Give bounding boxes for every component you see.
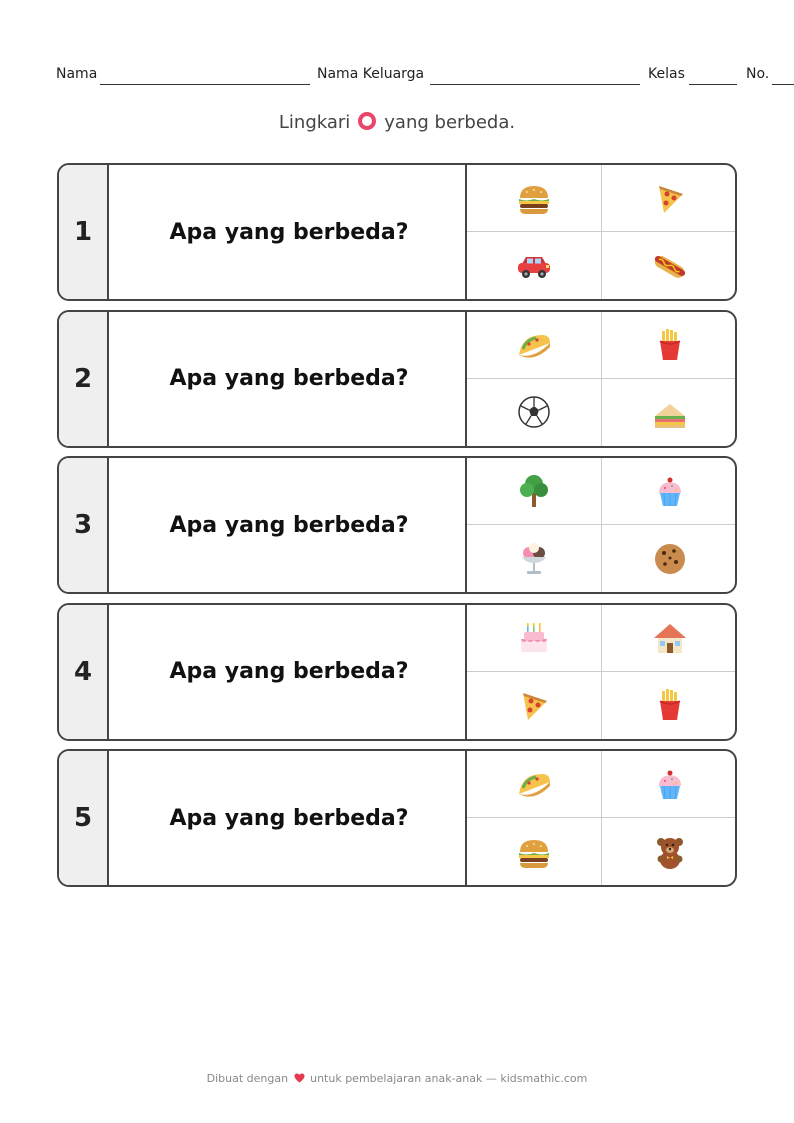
question-number: 4 xyxy=(59,605,109,739)
question-number: 2 xyxy=(59,312,109,446)
answer-option[interactable] xyxy=(467,312,602,379)
answer-grid xyxy=(465,458,735,592)
answer-option[interactable] xyxy=(467,751,602,818)
burger-icon xyxy=(514,178,554,218)
instruction-text-after: yang berbeda. xyxy=(384,112,516,133)
cookie-icon xyxy=(650,539,690,579)
sandwich-icon xyxy=(650,392,690,432)
teddy-bear-icon xyxy=(650,832,690,872)
soccer-ball-icon xyxy=(514,392,554,432)
answer-option[interactable] xyxy=(602,458,737,525)
cupcake-icon xyxy=(650,764,690,804)
house-icon xyxy=(650,618,690,658)
circle-icon xyxy=(358,112,376,130)
question-text: Apa yang berbeda? xyxy=(169,512,409,538)
answer-option[interactable] xyxy=(602,165,737,232)
answer-option[interactable] xyxy=(602,818,737,885)
answer-option[interactable] xyxy=(602,525,737,592)
answer-option[interactable] xyxy=(602,751,737,818)
answer-option[interactable] xyxy=(467,458,602,525)
pizza-icon xyxy=(514,685,554,725)
footer-text-after: untuk pembelajaran anak-anak — kidsmathic.com xyxy=(310,1072,588,1085)
question-card xyxy=(57,163,737,301)
answer-grid xyxy=(465,605,735,739)
question-text: Apa yang berbeda? xyxy=(169,805,409,831)
question-card xyxy=(57,749,737,887)
car-icon xyxy=(514,246,554,286)
number-label: No. xyxy=(746,66,770,82)
family-name-field-line[interactable] xyxy=(430,84,640,85)
question-number: 3 xyxy=(59,458,109,592)
ice-cream-icon xyxy=(514,539,554,579)
answer-option[interactable] xyxy=(467,232,602,299)
answer-option[interactable] xyxy=(467,605,602,672)
pizza-icon xyxy=(650,178,690,218)
answer-option[interactable] xyxy=(602,232,737,299)
answer-option[interactable] xyxy=(602,672,737,739)
cake-icon xyxy=(514,618,554,658)
question-text: Apa yang berbeda? xyxy=(169,659,409,684)
family-name-label: Nama Keluarga xyxy=(317,66,425,82)
question-card xyxy=(57,456,737,594)
fries-icon xyxy=(650,685,690,725)
footer xyxy=(0,1072,794,1085)
answer-option[interactable] xyxy=(467,379,602,446)
answer-option[interactable] xyxy=(467,672,602,739)
answer-option[interactable] xyxy=(467,165,602,232)
question-number: 5 xyxy=(59,751,109,885)
instruction-text-before: Lingkari xyxy=(278,112,351,133)
taco-icon xyxy=(514,764,554,804)
heart-icon xyxy=(294,1073,305,1083)
tree-icon xyxy=(514,471,554,511)
question-card xyxy=(57,310,737,448)
answer-grid xyxy=(465,312,735,446)
burger-icon xyxy=(514,832,554,872)
instruction xyxy=(0,112,794,133)
question-text: Apa yang berbeda? xyxy=(169,366,409,391)
footer-text-before: Dibuat dengan xyxy=(206,1072,289,1085)
cupcake-icon xyxy=(650,471,690,511)
answer-grid xyxy=(465,165,735,299)
answer-option[interactable] xyxy=(467,525,602,592)
fries-icon xyxy=(650,325,690,365)
student-info-header xyxy=(56,66,794,88)
name-field-line[interactable] xyxy=(100,84,310,85)
taco-icon xyxy=(514,325,554,365)
answer-option[interactable] xyxy=(602,312,737,379)
answer-option[interactable] xyxy=(602,605,737,672)
hotdog-icon xyxy=(650,246,690,286)
class-label: Kelas xyxy=(648,66,685,82)
answer-option[interactable] xyxy=(467,818,602,885)
question-card xyxy=(57,603,737,741)
class-field-line[interactable] xyxy=(689,84,737,85)
answer-option[interactable] xyxy=(602,379,737,446)
number-field-line[interactable] xyxy=(772,84,794,85)
answer-grid xyxy=(465,751,735,885)
name-label: Nama xyxy=(56,66,98,82)
question-number: 1 xyxy=(59,165,109,299)
question-text: Apa yang berbeda? xyxy=(169,219,409,245)
